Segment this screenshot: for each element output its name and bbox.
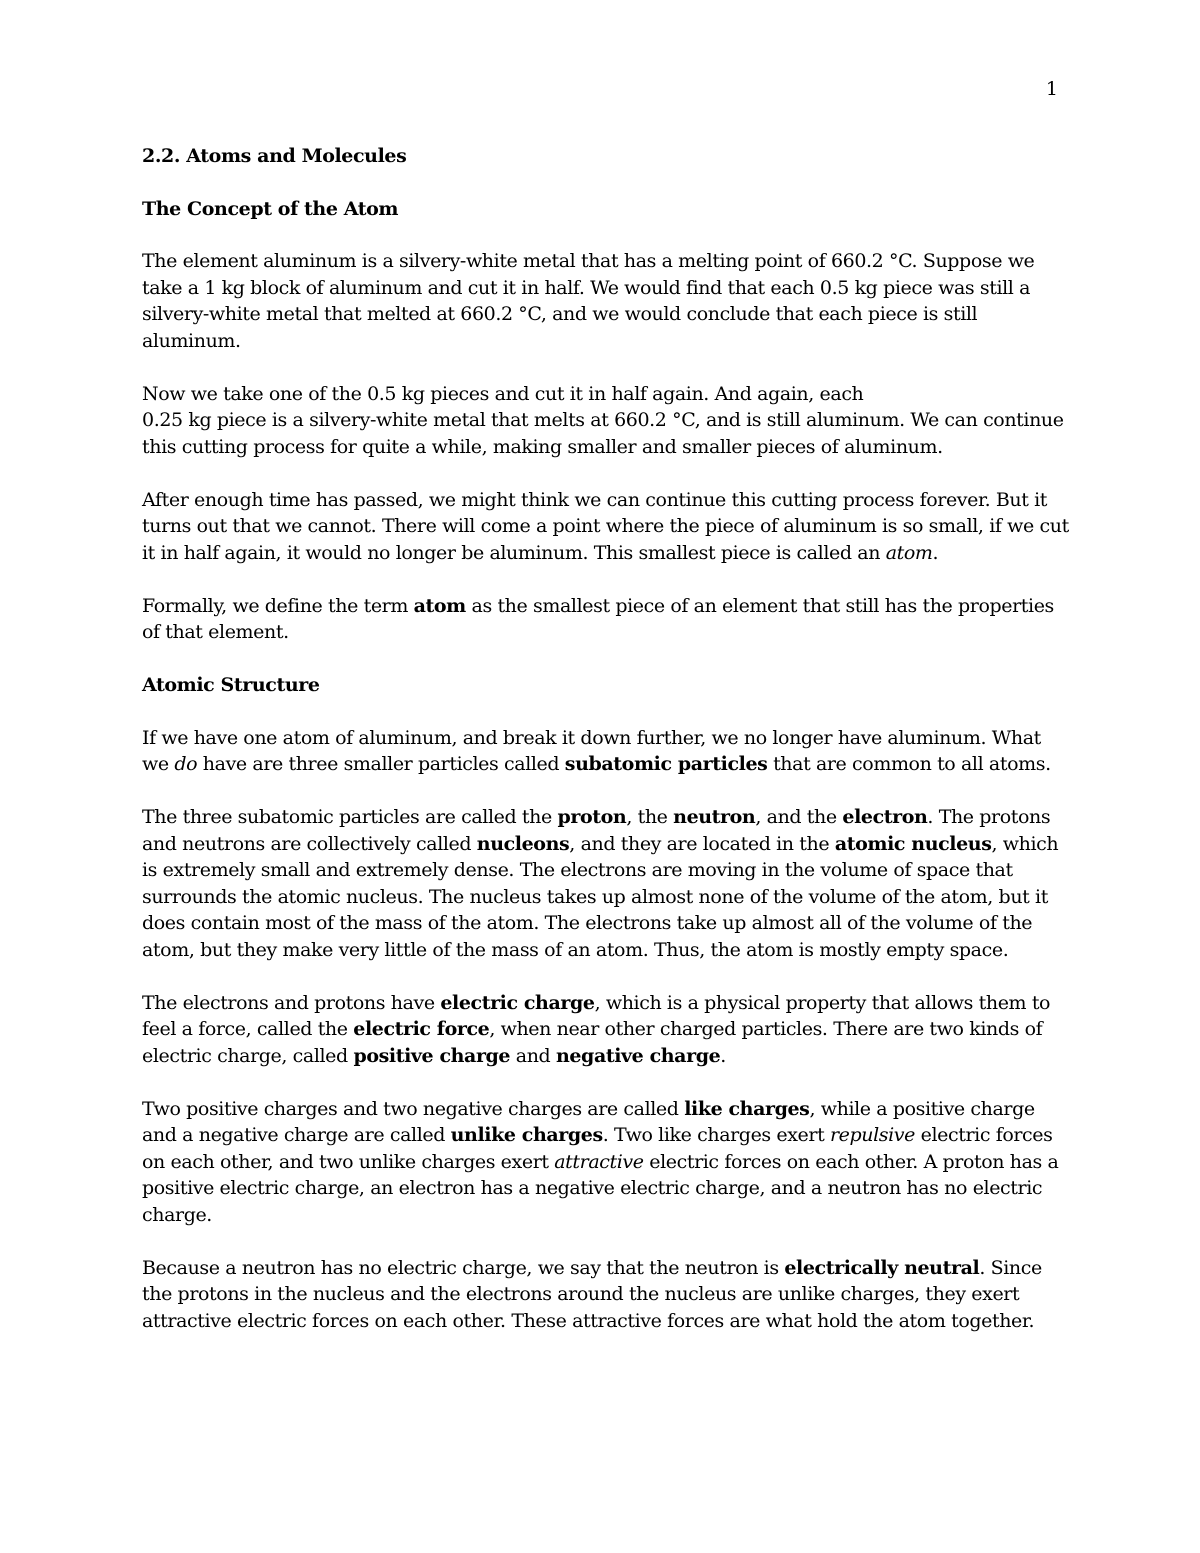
text-run: After enough time has passed, we might think we can continue this cutting process forever. But it turns out that we cannot. There will come a point where the piece of aluminum is so small, if we cut it in half again, it would no longer be aluminum. This smallest piece is called an <box>142 488 1069 564</box>
text-run: and <box>510 1044 556 1067</box>
bold-term: negative charge <box>555 1044 721 1067</box>
text-run: . <box>932 541 939 564</box>
italic-term: do <box>174 753 198 775</box>
text-run: The electrons and protons have <box>142 991 441 1014</box>
text-run: , while a positive charge and a negative charge are called <box>142 1097 1035 1146</box>
text-run: Because a neutron has no electric charge, we say that the neutron is <box>142 1256 785 1279</box>
text-run: , which is extremely small and extremely dense. The electrons are moving in the volume of space that surrounds the atomic nucleus. The nucleus takes up almost none of the volume of the atom, but it does contain most of the mass of the atom. The electrons take up almost all of the volume of the atom, but they make very little of the mass of an atom. Thus, the atom is mostly empty space. <box>142 832 1059 961</box>
bold-term: neutron <box>673 806 756 828</box>
text-run: as the smallest piece of an element that still has the properties of that element. <box>142 594 1054 643</box>
text-line: Now we take one of the 0.5 kg pieces and cut it in half again. And again, each <box>142 382 864 405</box>
text-line: 0.25 kg piece is a silvery-white metal that melts at 660.2 °C, and is still aluminum. We can continue this cutting process for quite a while, making smaller and smaller pieces of aluminum. <box>142 409 1064 458</box>
text-run: , which is a physical property that allows them to feel a force, called the <box>142 991 1051 1040</box>
bold-term: atomic nucleus <box>834 832 992 855</box>
text-run: . Two like charges exert <box>602 1124 830 1146</box>
section-heading-concept: The Concept of the Atom <box>142 197 399 220</box>
bold-term: atom <box>413 594 466 617</box>
paragraph <box>142 990 1072 1070</box>
section-heading-structure: Atomic Structure <box>142 674 320 696</box>
bold-term: unlike charges <box>450 1124 603 1146</box>
bold-term: electric force <box>353 1018 490 1040</box>
text-run: that are common to all atoms. <box>767 753 1051 775</box>
paragraph <box>142 381 1072 461</box>
text-run: , and the <box>755 806 843 828</box>
document-body <box>142 143 1072 1361</box>
paragraph <box>142 487 1072 567</box>
bold-term: electron <box>842 806 928 828</box>
bold-term: electric charge <box>440 991 595 1014</box>
bold-term: positive charge <box>353 1044 511 1067</box>
text-run: . Since the protons in the nucleus and the electrons around the nucleus are unlike charges, they exert attractive electric forces on each other. These attractive forces are what hold the atom together. <box>142 1256 1042 1332</box>
bold-term: like charges <box>684 1097 810 1120</box>
text-run: , and they are located in the <box>569 832 835 855</box>
text-run: . The protons and neutrons are collectively called <box>142 806 1051 855</box>
paragraph: The element aluminum is a silvery-white metal that has a melting point of 660.2 °C. Suppose we take a 1 kg block of aluminum and cut it in half. We would find that each 0.5 kg piece was still a silvery-white metal that melted at 660.2 °C, and we would conclude that each piece is still aluminum. <box>142 250 1035 352</box>
text-run: , when near other charged particles. There are two kinds of electric charge, called <box>142 1018 1043 1067</box>
text-run: The three subatomic particles are called the <box>142 806 558 828</box>
bold-term: subatomic particles <box>564 753 768 775</box>
text-run: have are three smaller particles called <box>197 753 565 775</box>
italic-term: repulsive <box>829 1124 915 1146</box>
text-run: . <box>720 1044 726 1067</box>
bold-term: electrically neutral <box>784 1256 980 1279</box>
paragraph <box>142 804 1072 963</box>
text-run: electric forces on each other. A proton has a positive electric charge, an electron has a negative electric charge, and a neutron has no electric charge. <box>142 1150 1059 1226</box>
paragraph <box>142 1096 1072 1229</box>
bold-term: nucleons <box>476 832 570 855</box>
page-number: 1 <box>1045 78 1058 100</box>
bold-term: proton <box>557 806 627 828</box>
text-run: Formally, we define the term <box>142 594 414 617</box>
paragraph <box>142 1255 1072 1335</box>
text-run: If we have one atom of aluminum, and break it down further, we no longer have aluminum. What we <box>142 726 1041 775</box>
italic-term: atom <box>885 541 933 564</box>
text-run: , the <box>626 806 674 828</box>
italic-term: attractive <box>554 1150 644 1173</box>
paragraph <box>142 725 1072 778</box>
text-run: Two positive charges and two negative charges are called <box>142 1097 685 1120</box>
document-title: 2.2. Atoms and Molecules <box>142 145 407 167</box>
paragraph <box>142 593 1072 646</box>
text-run: electric forces on each other, and two unlike charges exert <box>142 1124 1053 1173</box>
